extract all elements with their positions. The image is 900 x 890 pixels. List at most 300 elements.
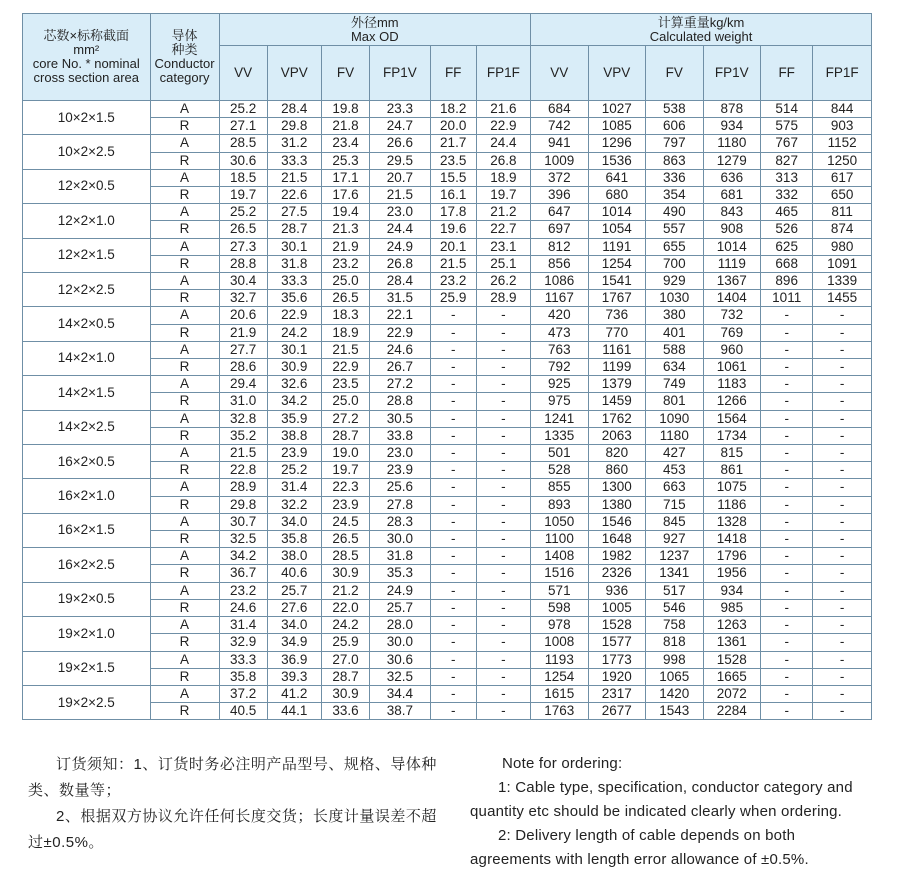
weight-value-cell: 843 [703, 204, 761, 221]
weight-value-cell: 1054 [588, 221, 646, 238]
category-cell: A [150, 341, 219, 358]
od-value-cell: 21.9 [219, 324, 267, 341]
od-value-cell: 32.9 [219, 634, 267, 651]
od-value-cell: 27.6 [267, 599, 321, 616]
od-value-cell: 33.3 [267, 152, 321, 169]
weight-value-cell: - [761, 703, 813, 720]
od-value-cell: 27.0 [321, 651, 369, 668]
category-cell: A [150, 548, 219, 565]
od-value-cell: 31.0 [219, 393, 267, 410]
od-value-cell: 19.4 [321, 204, 369, 221]
size-cell: 19×2×2.5 [23, 685, 151, 719]
od-value-cell: 21.5 [321, 341, 369, 358]
weight-value-cell: - [813, 359, 872, 376]
weight-value-cell: 1546 [588, 513, 646, 530]
size-cell: 19×2×1.0 [23, 617, 151, 651]
table-row [23, 513, 872, 530]
category-cell: R [150, 359, 219, 376]
od-value-cell: - [430, 393, 476, 410]
weight-value-cell: 647 [531, 204, 589, 221]
sub-col-header-wt-vv: VV [531, 46, 589, 101]
category-cell: R [150, 703, 219, 720]
weight-value-cell: - [813, 479, 872, 496]
category-cell: A [150, 651, 219, 668]
od-value-cell: - [476, 548, 530, 565]
od-value-cell: 28.4 [370, 273, 431, 290]
weight-value-cell: 1191 [588, 238, 646, 255]
od-value-cell: 30.9 [267, 359, 321, 376]
category-cell: R [150, 634, 219, 651]
size-cell: 10×2×2.5 [23, 135, 151, 169]
od-value-cell: 28.0 [370, 617, 431, 634]
table-row [23, 324, 872, 341]
weight-value-cell: - [813, 668, 872, 685]
weight-value-cell: - [761, 427, 813, 444]
od-value-cell: 28.8 [219, 255, 267, 272]
weight-value-cell: 1091 [813, 255, 872, 272]
weight-value-cell: 1380 [588, 496, 646, 513]
od-value-cell: - [476, 703, 530, 720]
od-value-cell: 18.3 [321, 307, 369, 324]
weight-value-cell: 2072 [703, 685, 761, 702]
od-value-cell: - [430, 599, 476, 616]
weight-value-cell: - [761, 599, 813, 616]
od-value-cell: 30.6 [370, 651, 431, 668]
od-value-cell: - [430, 651, 476, 668]
sub-col-header-od-fp1v: FP1V [370, 46, 431, 101]
weight-value-cell: 1296 [588, 135, 646, 152]
weight-value-cell: 985 [703, 599, 761, 616]
weight-value-cell: - [813, 617, 872, 634]
weight-value-cell: 650 [813, 187, 872, 204]
weight-value-cell: 1536 [588, 152, 646, 169]
od-value-cell: 23.2 [321, 255, 369, 272]
od-value-cell: 28.9 [219, 479, 267, 496]
weight-value-cell: 1528 [588, 617, 646, 634]
od-value-cell: - [430, 462, 476, 479]
weight-value-cell: 354 [646, 187, 704, 204]
size-cell: 19×2×0.5 [23, 582, 151, 616]
od-value-cell: 20.0 [430, 118, 476, 135]
weight-value-cell: 606 [646, 118, 704, 135]
od-value-cell: 22.9 [370, 324, 431, 341]
od-value-cell: - [430, 359, 476, 376]
od-value-cell: 36.9 [267, 651, 321, 668]
weight-value-cell: 1516 [531, 565, 589, 582]
od-value-cell: 18.9 [476, 169, 530, 186]
weight-value-cell: - [813, 651, 872, 668]
od-value-cell: - [430, 703, 476, 720]
weight-value-cell: 1009 [531, 152, 589, 169]
od-value-cell: 31.4 [267, 479, 321, 496]
od-value-cell: 25.9 [321, 634, 369, 651]
weight-value-cell: - [761, 496, 813, 513]
od-value-cell: 18.9 [321, 324, 369, 341]
sub-col-header-od-fp1f: FP1F [476, 46, 530, 101]
od-value-cell: - [476, 376, 530, 393]
od-value-cell: 24.6 [370, 341, 431, 358]
weight-value-cell: 2063 [588, 427, 646, 444]
weight-value-cell: - [813, 307, 872, 324]
od-value-cell: 30.5 [370, 410, 431, 427]
od-value-cell: 35.8 [267, 531, 321, 548]
weight-value-cell: - [813, 410, 872, 427]
sub-col-header-wt-ff: FF [761, 46, 813, 101]
weight-value-cell: 546 [646, 599, 704, 616]
weight-value-cell: 1005 [588, 599, 646, 616]
od-value-cell: 33.3 [267, 273, 321, 290]
weight-value-cell: - [813, 685, 872, 702]
table-row [23, 169, 872, 186]
weight-value-cell: 2326 [588, 565, 646, 582]
od-value-cell: - [430, 565, 476, 582]
weight-value-cell: 1014 [588, 204, 646, 221]
table-row [23, 135, 872, 152]
size-cell: 12×2×0.5 [23, 169, 151, 203]
od-value-cell: 23.5 [430, 152, 476, 169]
weight-value-cell: 1665 [703, 668, 761, 685]
od-value-cell: 25.1 [476, 255, 530, 272]
od-value-cell: 22.7 [476, 221, 530, 238]
weight-value-cell: 818 [646, 634, 704, 651]
od-value-cell: - [430, 376, 476, 393]
od-value-cell: - [476, 668, 530, 685]
od-value-cell: - [476, 359, 530, 376]
od-value-cell: 20.7 [370, 169, 431, 186]
weight-value-cell: 1982 [588, 548, 646, 565]
weight-value-cell: 663 [646, 479, 704, 496]
od-value-cell: 24.9 [370, 238, 431, 255]
od-value-cell: - [476, 651, 530, 668]
table-row [23, 668, 872, 685]
ordering-notes-chinese [28, 752, 438, 856]
weight-value-cell: - [761, 445, 813, 462]
size-cell: 12×2×1.5 [23, 238, 151, 272]
table-row [23, 118, 872, 135]
od-value-cell: - [476, 445, 530, 462]
od-value-cell: - [430, 479, 476, 496]
weight-value-cell: 1161 [588, 341, 646, 358]
od-value-cell: 23.0 [370, 445, 431, 462]
category-cell: A [150, 445, 219, 462]
table-row [23, 599, 872, 616]
weight-value-cell: 845 [646, 513, 704, 530]
category-column-header: 导体 种类 Conductor category [150, 14, 219, 101]
weight-value-cell: 557 [646, 221, 704, 238]
weight-value-cell: - [761, 548, 813, 565]
od-value-cell: 21.8 [321, 118, 369, 135]
weight-value-cell: 998 [646, 651, 704, 668]
table-row [23, 548, 872, 565]
weight-value-cell: 1615 [531, 685, 589, 702]
weight-value-cell: 797 [646, 135, 704, 152]
od-value-cell: 31.8 [267, 255, 321, 272]
od-value-cell: 22.1 [370, 307, 431, 324]
od-value-cell: - [430, 617, 476, 634]
weight-value-cell: - [813, 393, 872, 410]
od-value-cell: 18.2 [430, 101, 476, 118]
weight-value-cell: 1455 [813, 290, 872, 307]
weight-value-cell: 1956 [703, 565, 761, 582]
weight-value-cell: 1241 [531, 410, 589, 427]
size-cell: 16×2×1.5 [23, 513, 151, 547]
size-cell: 14×2×0.5 [23, 307, 151, 341]
od-value-cell: 35.9 [267, 410, 321, 427]
od-value-cell: 23.1 [476, 238, 530, 255]
od-value-cell: - [476, 496, 530, 513]
od-value-cell: 23.5 [321, 376, 369, 393]
weight-value-cell: 681 [703, 187, 761, 204]
weight-value-cell: 1199 [588, 359, 646, 376]
weight-value-cell: 1543 [646, 703, 704, 720]
od-value-cell: - [430, 634, 476, 651]
weight-value-cell: 1564 [703, 410, 761, 427]
weight-value-cell: - [761, 531, 813, 548]
weight-value-cell: - [813, 462, 872, 479]
od-value-cell: 33.3 [219, 651, 267, 668]
od-value-cell: 41.2 [267, 685, 321, 702]
od-value-cell: 31.8 [370, 548, 431, 565]
od-value-cell: 28.8 [370, 393, 431, 410]
weight-value-cell: 1528 [703, 651, 761, 668]
category-cell: R [150, 496, 219, 513]
od-value-cell: 30.0 [370, 531, 431, 548]
od-value-cell: 24.7 [370, 118, 431, 135]
weight-value-cell: - [761, 668, 813, 685]
weight-value-cell: 929 [646, 273, 704, 290]
weight-value-cell: 1119 [703, 255, 761, 272]
od-value-cell: - [430, 496, 476, 513]
od-value-cell: 39.3 [267, 668, 321, 685]
od-value-cell: 33.8 [370, 427, 431, 444]
weight-value-cell: 927 [646, 531, 704, 548]
weight-value-cell: 528 [531, 462, 589, 479]
od-value-cell: 26.8 [476, 152, 530, 169]
table-row [23, 531, 872, 548]
od-value-cell: 28.4 [267, 101, 321, 118]
od-value-cell: - [476, 685, 530, 702]
weight-value-cell: 758 [646, 617, 704, 634]
od-value-cell: 38.7 [370, 703, 431, 720]
od-value-cell: 25.2 [219, 101, 267, 118]
weight-value-cell: 908 [703, 221, 761, 238]
od-value-cell: 28.7 [321, 668, 369, 685]
table-row [23, 634, 872, 651]
table-row [23, 496, 872, 513]
table-row [23, 238, 872, 255]
table-row [23, 462, 872, 479]
od-value-cell: 19.0 [321, 445, 369, 462]
weight-value-cell: - [761, 617, 813, 634]
weight-value-cell: 697 [531, 221, 589, 238]
size-cell: 14×2×1.5 [23, 376, 151, 410]
size-cell: 14×2×1.0 [23, 341, 151, 375]
sub-col-header-od-fv: FV [321, 46, 369, 101]
weight-value-cell: 1027 [588, 101, 646, 118]
weight-value-cell: 1167 [531, 290, 589, 307]
od-value-cell: - [476, 634, 530, 651]
od-value-cell: - [476, 393, 530, 410]
weight-value-cell: 1008 [531, 634, 589, 651]
sub-col-header-wt-fp1f: FP1F [813, 46, 872, 101]
od-value-cell: 18.5 [219, 169, 267, 186]
od-value-cell: 35.2 [219, 427, 267, 444]
weight-value-cell: 763 [531, 341, 589, 358]
od-value-cell: 26.5 [219, 221, 267, 238]
od-value-cell: - [430, 307, 476, 324]
od-value-cell: 34.0 [267, 513, 321, 530]
weight-value-cell: 896 [761, 273, 813, 290]
sub-col-header-wt-fv: FV [646, 46, 704, 101]
table-row [23, 427, 872, 444]
od-value-cell: 28.6 [219, 359, 267, 376]
od-value-cell: 25.6 [370, 479, 431, 496]
table-row [23, 341, 872, 358]
weight-value-cell: 526 [761, 221, 813, 238]
weight-value-cell: 792 [531, 359, 589, 376]
weight-value-cell: 1193 [531, 651, 589, 668]
od-value-cell: 32.2 [267, 496, 321, 513]
weight-value-cell: 1086 [531, 273, 589, 290]
od-value-cell: 31.4 [219, 617, 267, 634]
od-value-cell: - [430, 445, 476, 462]
weight-value-cell: 1100 [531, 531, 589, 548]
category-cell: A [150, 410, 219, 427]
od-value-cell: 16.1 [430, 187, 476, 204]
weight-value-cell: - [813, 324, 872, 341]
category-cell: R [150, 668, 219, 685]
weight-value-cell: 634 [646, 359, 704, 376]
weight-value-cell: - [761, 565, 813, 582]
od-value-cell: - [430, 531, 476, 548]
table-row [23, 445, 872, 462]
weight-value-cell: 2677 [588, 703, 646, 720]
od-value-cell: 28.7 [267, 221, 321, 238]
od-value-cell: - [430, 668, 476, 685]
od-value-cell: 25.2 [219, 204, 267, 221]
od-value-cell: 26.8 [370, 255, 431, 272]
weight-value-cell: 427 [646, 445, 704, 462]
weight-value-cell: 934 [703, 118, 761, 135]
od-value-cell: 24.2 [267, 324, 321, 341]
weight-value-cell: 1183 [703, 376, 761, 393]
weight-value-cell: 1577 [588, 634, 646, 651]
en-note-title: Note for ordering: [502, 755, 623, 772]
od-value-cell: 30.0 [370, 634, 431, 651]
weight-value-cell: - [761, 341, 813, 358]
category-cell: A [150, 479, 219, 496]
weight-value-cell: 1266 [703, 393, 761, 410]
weight-value-cell: 1254 [588, 255, 646, 272]
weight-value-cell: - [813, 376, 872, 393]
od-value-cell: 23.2 [219, 582, 267, 599]
od-value-cell: 23.3 [370, 101, 431, 118]
weight-value-cell: 1418 [703, 531, 761, 548]
weight-value-cell: 1541 [588, 273, 646, 290]
od-value-cell: 27.5 [267, 204, 321, 221]
weight-value-cell: 1341 [646, 565, 704, 582]
od-value-cell: 30.9 [321, 685, 369, 702]
weight-value-cell: - [761, 651, 813, 668]
od-value-cell: 38.8 [267, 427, 321, 444]
table-row [23, 651, 872, 668]
od-value-cell: - [430, 548, 476, 565]
od-value-cell: 19.7 [219, 187, 267, 204]
table-row [23, 187, 872, 204]
weight-value-cell: - [813, 531, 872, 548]
od-value-cell: - [430, 582, 476, 599]
od-value-cell: 22.8 [219, 462, 267, 479]
weight-value-cell: 2317 [588, 685, 646, 702]
weight-value-cell: 1085 [588, 118, 646, 135]
od-value-cell: 25.7 [370, 599, 431, 616]
weight-value-cell: 1090 [646, 410, 704, 427]
od-value-cell: 22.9 [321, 359, 369, 376]
category-cell: A [150, 169, 219, 186]
weight-value-cell: - [761, 685, 813, 702]
od-value-cell: 21.5 [430, 255, 476, 272]
weight-value-cell: 1011 [761, 290, 813, 307]
od-value-cell: - [430, 427, 476, 444]
od-value-cell: 34.9 [267, 634, 321, 651]
weight-value-cell: 598 [531, 599, 589, 616]
weight-value-cell: 1180 [646, 427, 704, 444]
od-value-cell: 26.5 [321, 531, 369, 548]
weight-value-cell: 960 [703, 341, 761, 358]
od-value-cell: 23.9 [370, 462, 431, 479]
weight-value-cell: - [761, 359, 813, 376]
table-row [23, 152, 872, 169]
category-cell: A [150, 238, 219, 255]
weight-value-cell: 815 [703, 445, 761, 462]
weight-value-cell: 473 [531, 324, 589, 341]
od-value-cell: - [476, 513, 530, 530]
od-value-cell: - [476, 582, 530, 599]
category-cell: R [150, 324, 219, 341]
weight-value-cell: 1050 [531, 513, 589, 530]
weight-value-cell: 844 [813, 101, 872, 118]
weight-value-cell: 863 [646, 152, 704, 169]
weight-value-cell: 878 [703, 101, 761, 118]
max-od-group-header: 外径mm Max OD [219, 14, 531, 46]
od-value-cell: 34.2 [267, 393, 321, 410]
size-cell: 14×2×2.5 [23, 410, 151, 444]
weight-value-cell: 978 [531, 617, 589, 634]
weight-value-cell: 742 [531, 118, 589, 135]
weight-value-cell: 668 [761, 255, 813, 272]
weight-value-cell: - [761, 582, 813, 599]
od-value-cell: 29.8 [267, 118, 321, 135]
od-value-cell: 27.2 [321, 410, 369, 427]
od-value-cell: 28.7 [321, 427, 369, 444]
category-cell: A [150, 617, 219, 634]
od-value-cell: 26.7 [370, 359, 431, 376]
weight-value-cell: - [813, 548, 872, 565]
category-cell: A [150, 582, 219, 599]
od-value-cell: 29.4 [219, 376, 267, 393]
weight-group-header: 计算重量kg/km Calculated weight [531, 14, 872, 46]
weight-value-cell: - [813, 582, 872, 599]
weight-value-cell: 1075 [703, 479, 761, 496]
od-value-cell: - [476, 599, 530, 616]
od-value-cell: 24.4 [370, 221, 431, 238]
od-value-cell: 26.2 [476, 273, 530, 290]
od-value-cell: 21.2 [476, 204, 530, 221]
weight-value-cell: - [761, 307, 813, 324]
sub-col-header-od-ff: FF [430, 46, 476, 101]
weight-value-cell: 571 [531, 582, 589, 599]
weight-value-cell: 575 [761, 118, 813, 135]
